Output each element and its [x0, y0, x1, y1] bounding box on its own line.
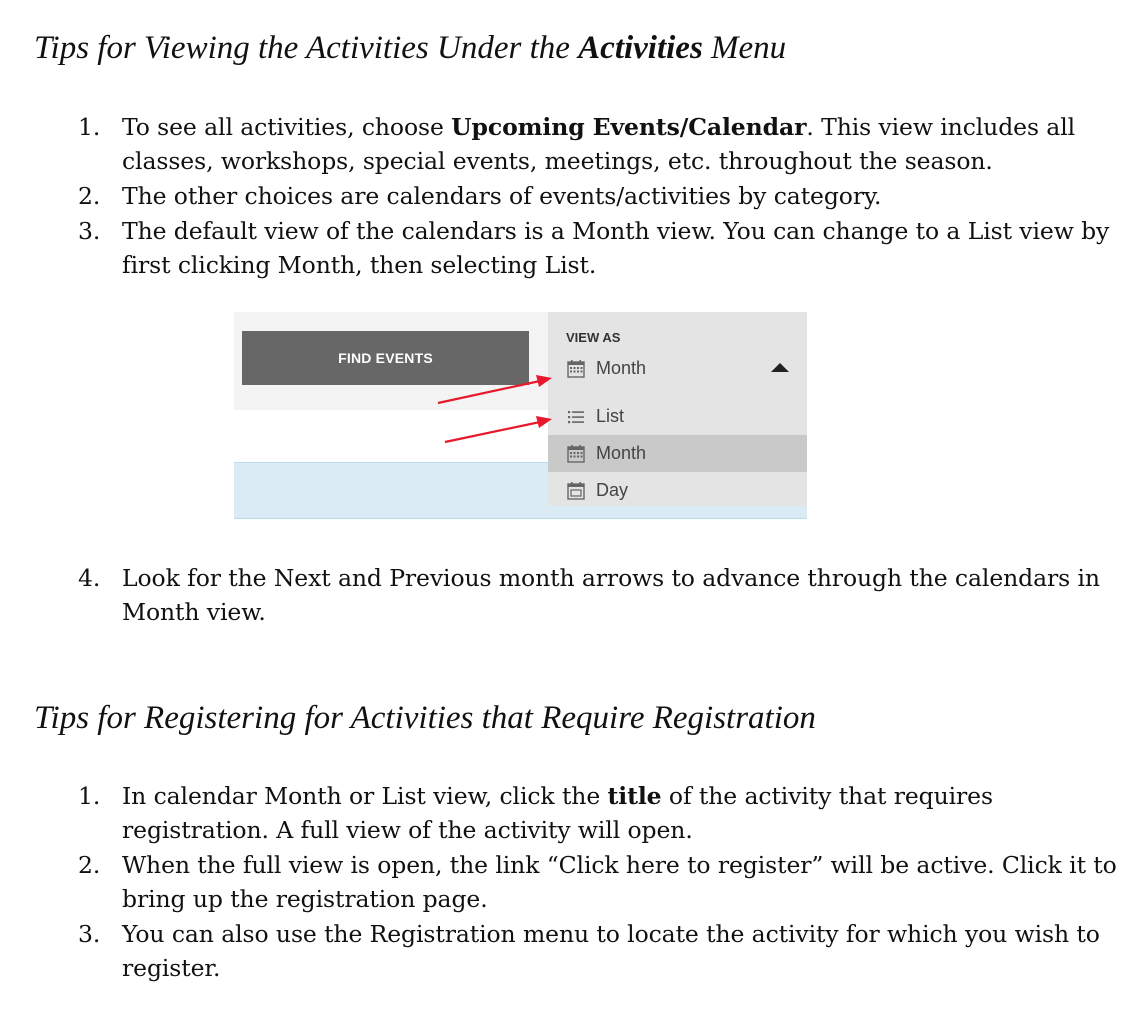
viewing-tips-list-continued: [78, 561, 1118, 629]
calendar-view-screenshot: [234, 312, 807, 520]
red-arrow-2: [445, 416, 552, 442]
list-icon: [566, 407, 586, 427]
calendar-month-icon: [566, 444, 586, 464]
find-events-button[interactable]: FIND EVENTS: [242, 331, 529, 385]
calendar-month-icon: [566, 359, 586, 379]
list-item: 1. To see all activities, choose Upcoming Events/Calendar. This view includes all classes, workshops, special events, meetings, etc. throughout the season.: [78, 113, 1076, 175]
view-option-label: List: [596, 406, 625, 426]
calendar-day-icon: [566, 481, 586, 501]
view-option-list[interactable]: [548, 398, 807, 435]
view-option-label: Month: [596, 443, 647, 463]
current-view[interactable]: [566, 358, 646, 379]
current-view-label: Month: [596, 358, 647, 378]
list-item: 2. The other choices are calendars of events/activities by category.: [78, 182, 882, 210]
view-option-label: Day: [596, 480, 629, 500]
section-heading-viewing: Tips for Viewing the Activities Under the Activities Menu: [34, 30, 787, 66]
viewing-tips-list: [78, 110, 1118, 283]
section-heading-registering: Tips for Registering for Activities that Require Registration: [34, 700, 816, 736]
list-item: 3. You can also use the Registration menu to locate the activity for which you wish to register.: [78, 920, 1100, 982]
registering-tips-list: [78, 779, 1118, 986]
list-item: 4. Look for the Next and Previous month arrows to advance through the calendars in Month view.: [78, 564, 1100, 626]
list-item: 1. In calendar Month or List view, click the title of the activity that requires registration. A full view of the activity will open.: [78, 782, 993, 844]
view-option-day[interactable]: [548, 472, 807, 509]
view-as-dropdown[interactable]: [548, 312, 807, 506]
view-as-label: VIEW AS: [566, 330, 621, 345]
caret-up-icon[interactable]: [771, 363, 789, 372]
list-item: 3. The default view of the calendars is a Month view. You can change to a List view by first clicking Month, then selecting List.: [78, 217, 1110, 279]
list-item: 2. When the full view is open, the link “Click here to register” will be active. Click it to bring up the registration page.: [78, 851, 1117, 913]
view-option-month[interactable]: [548, 435, 807, 472]
